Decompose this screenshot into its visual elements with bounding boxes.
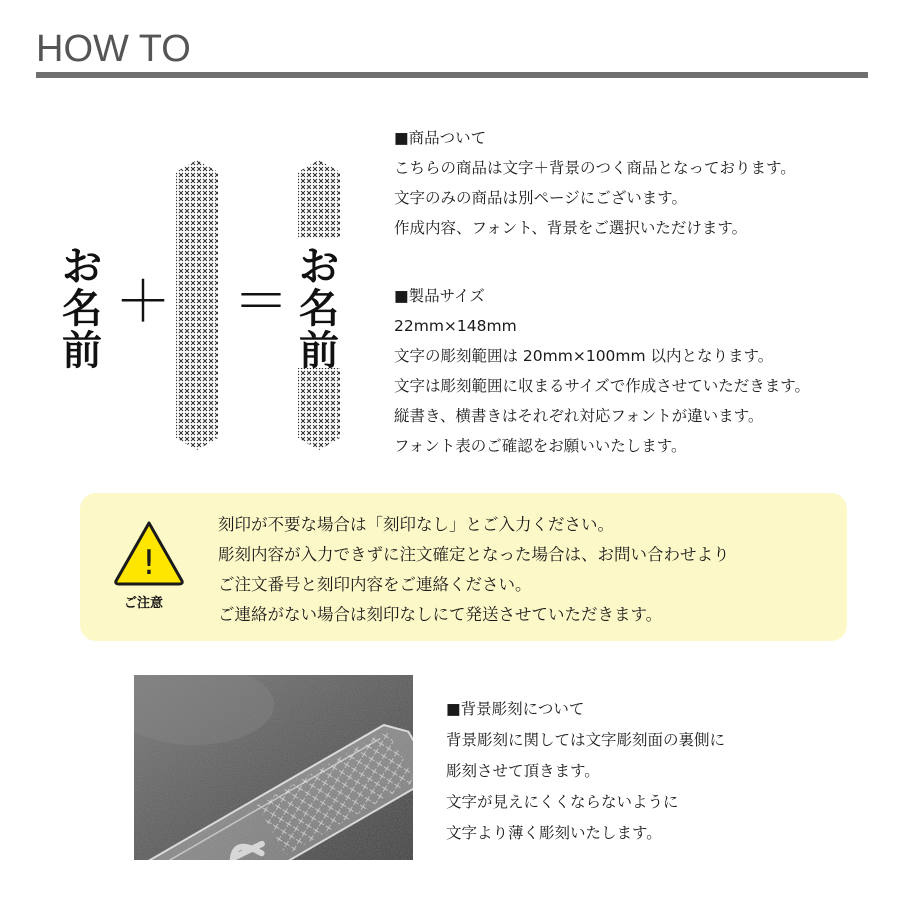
info-line: 文字が見えにくくならないように <box>446 793 679 811</box>
info-line: 作成内容、フォント、背景をご選択いただけます。 <box>394 219 748 237</box>
warning-mark: ! <box>142 543 156 583</box>
name-char: 名 <box>299 285 339 332</box>
info-line: 文字より薄く彫刻いたします。 <box>446 824 662 842</box>
info-line: 文字の彫刻範囲は 20mm×100mm 以内となります。 <box>394 347 774 365</box>
plus-sign: ＋ <box>115 270 171 335</box>
info-line: 文字のみの商品は別ページにございます。 <box>394 189 687 207</box>
name-char: お <box>299 243 339 290</box>
size-info-block <box>394 281 810 461</box>
info-line: 縦書き、横書きはそれぞれ対応フォントが違います。 <box>394 407 764 425</box>
notice-line: ご注文番号と刻印内容をご連絡ください。 <box>218 575 532 594</box>
engraved-product-photo <box>134 675 413 860</box>
notice-text <box>218 510 730 630</box>
notice-line: ご連絡がない場合は刻印なしにて発送させていただきます。 <box>218 605 663 624</box>
info-line: 文字は彫刻範囲に収まるサイズで作成させていただきます。 <box>394 377 811 395</box>
info-line: こちらの商品は文字＋背景のつく商品となっております。 <box>394 159 796 177</box>
name-char: お <box>62 243 102 290</box>
warning-triangle-icon <box>112 519 186 587</box>
info-line: フォント表のご確認をお願いいたします。 <box>394 437 687 455</box>
section-heading: ■背景彫刻について <box>446 700 585 718</box>
info-line: 背景彫刻に関しては文字彫刻面の裏側に <box>446 731 726 749</box>
name-text-plain <box>60 243 104 374</box>
equals-sign: ＝ <box>233 270 289 335</box>
info-line: 彫刻させて頂きます。 <box>446 762 600 780</box>
product-info-block <box>394 123 796 243</box>
page-title: HOW TO <box>36 28 191 70</box>
info-line: 22mm×148mm <box>394 317 517 335</box>
notice-line: 彫刻内容が入力できずに注文確定となった場合は、お問い合わせより <box>218 545 730 564</box>
name-text-result <box>297 243 341 374</box>
name-char: 名 <box>62 285 102 332</box>
background-engraving-block <box>446 694 725 849</box>
name-char: 前 <box>299 327 339 374</box>
notice-line: 刻印が不要な場合は「刻印なし」とご入力ください。 <box>218 515 614 534</box>
section-heading: ■商品ついて <box>394 129 487 147</box>
caution-label: ご注意 <box>124 596 164 611</box>
name-char: 前 <box>62 327 102 374</box>
title-underline <box>36 72 868 78</box>
section-heading: ■製品サイズ <box>394 287 485 305</box>
background-pattern-strip <box>172 160 222 450</box>
